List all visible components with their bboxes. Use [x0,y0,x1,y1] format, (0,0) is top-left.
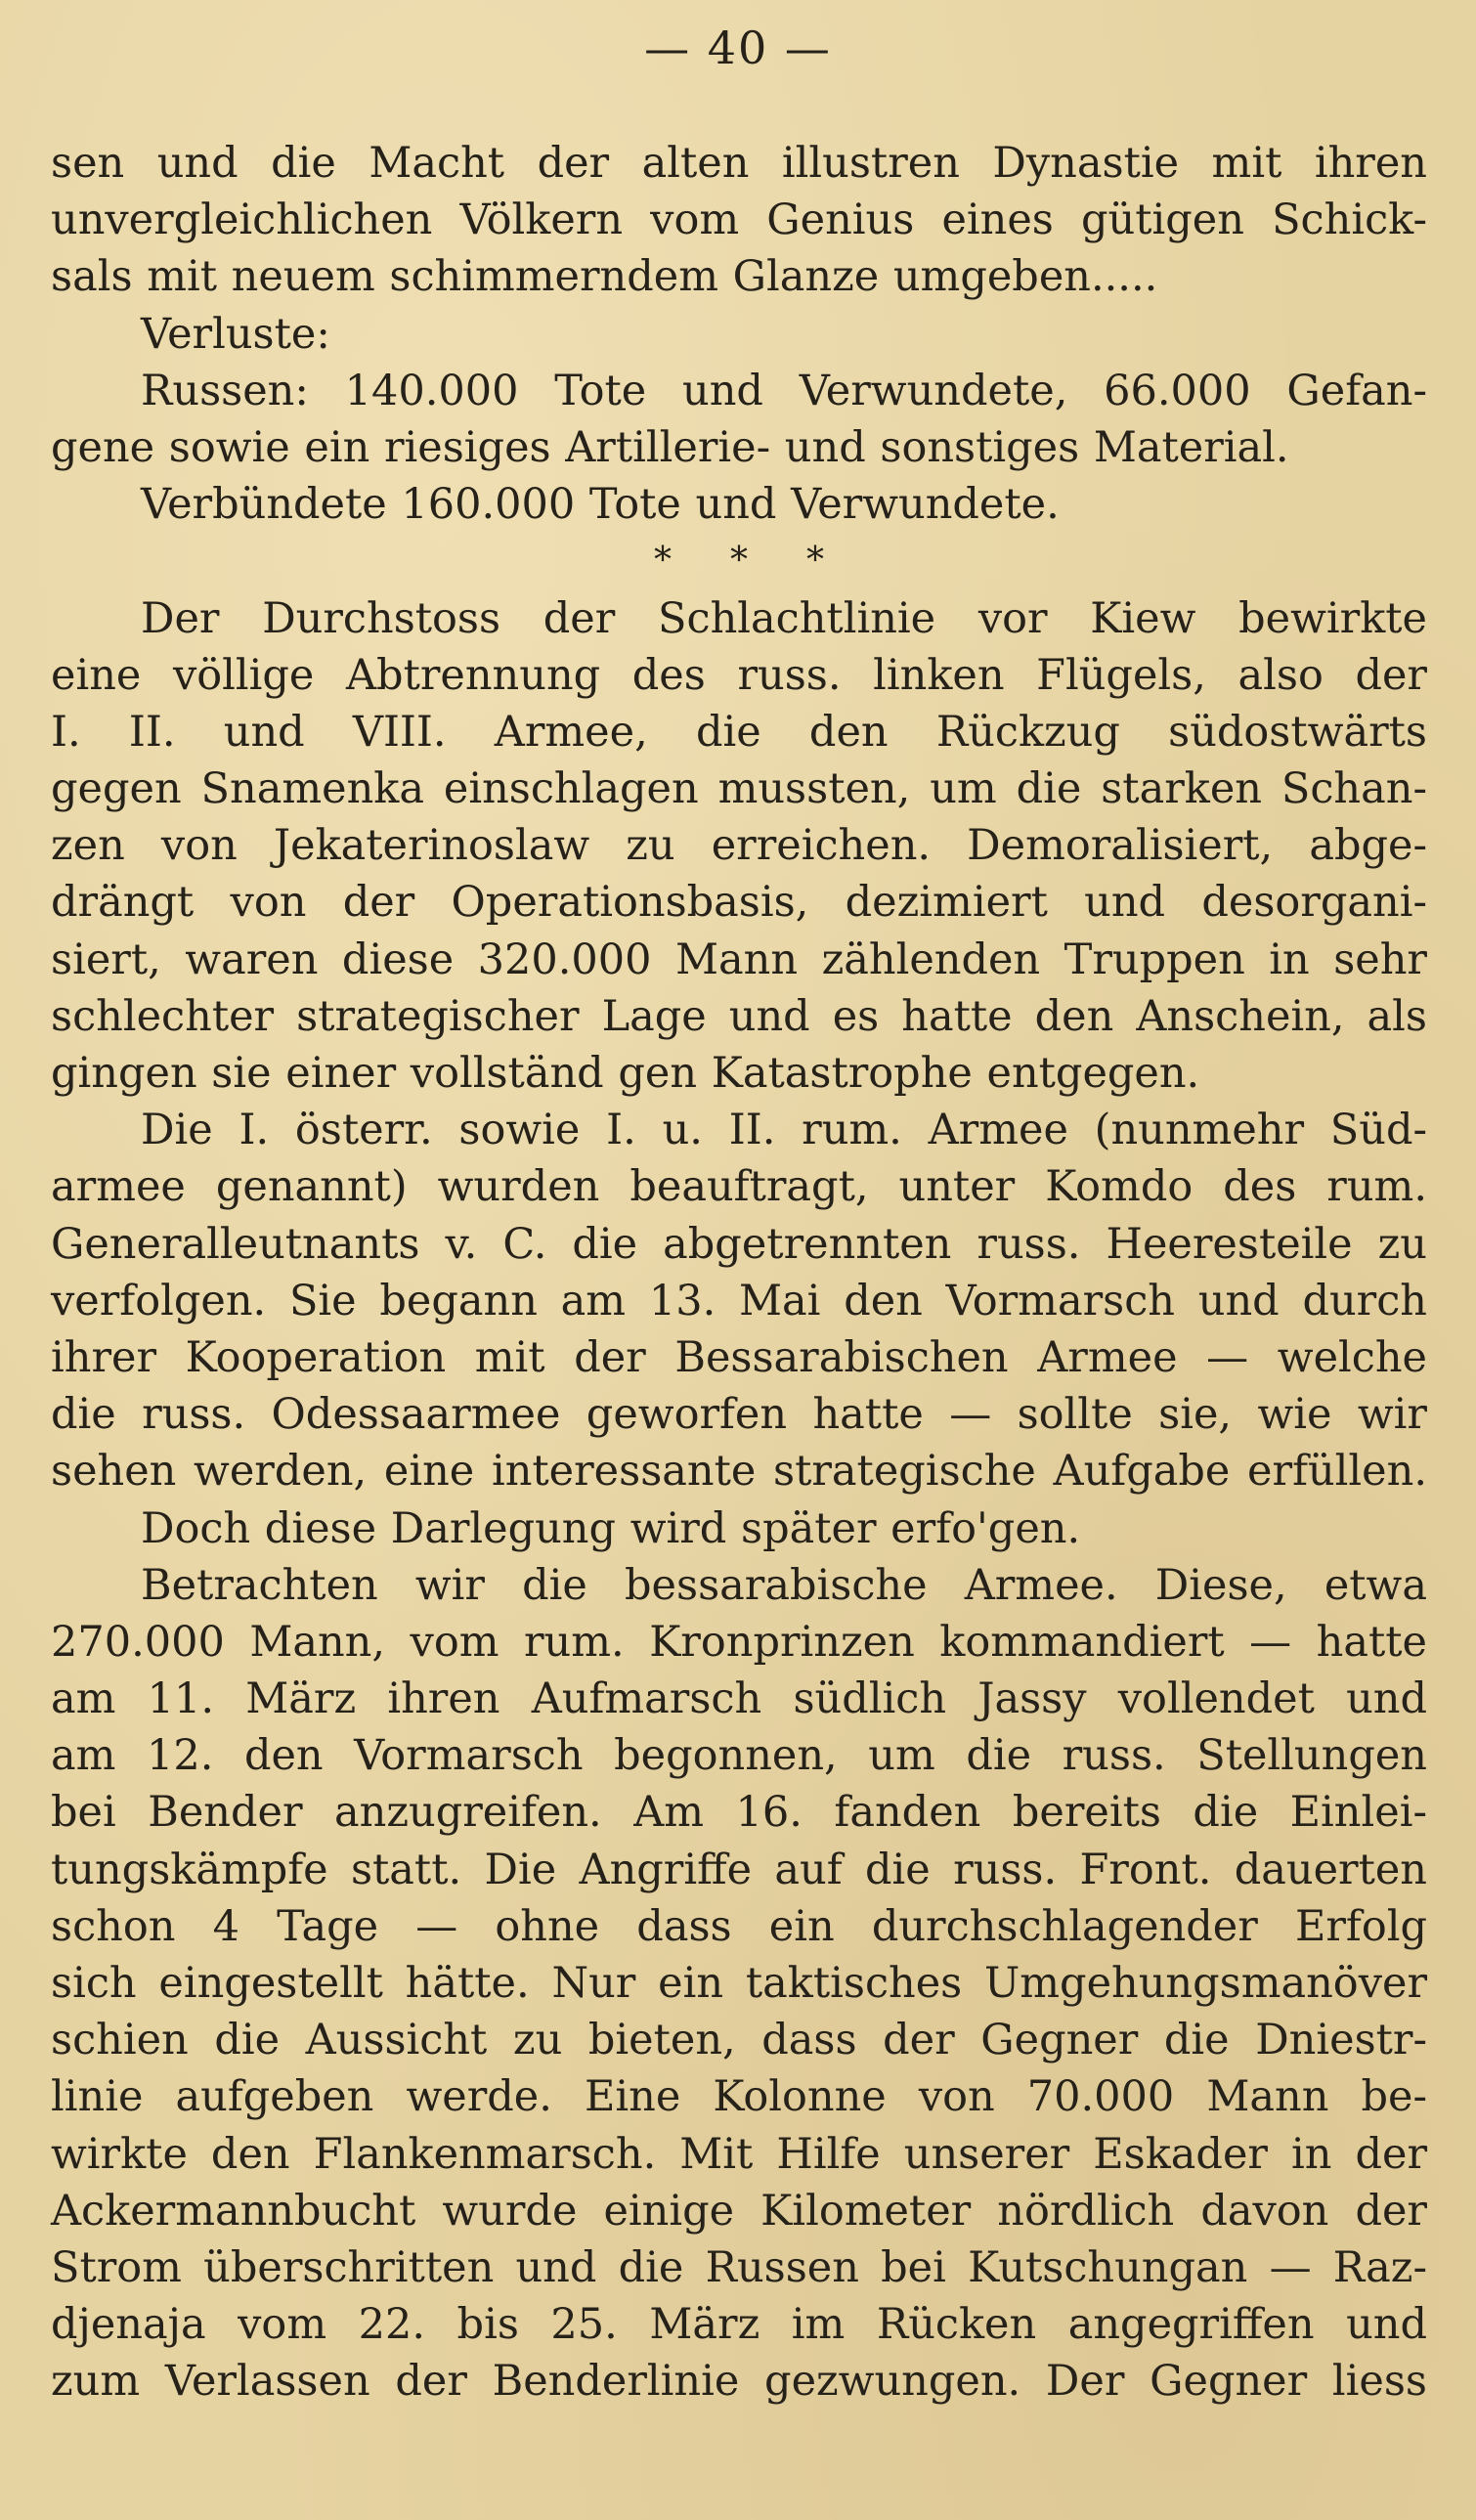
text-line: drängt von der Operationsbasis, dezimiert und desorgani- [51,878,1427,928]
text-line: schien die Aussicht zu bieten, dass der Gegner die Dniestr- [51,2016,1427,2065]
text-line: schon 4 Tage — ohne dass ein durchschlagender Erfolg [51,1901,1427,1951]
text-line: zum Verlassen der Benderlinie gezwungen. Der Gegner liess [51,2357,1427,2407]
text-line: bei Bender anzugreifen. Am 16. fanden bereits die Einlei- [51,1788,1427,1838]
text-line: Betrachten wir die bessarabische Armee. Diese, etwa [141,1560,1427,1610]
text-line: die russ. Odessaarmee geworfen hatte — sollte sie, wie wir [51,1390,1427,1440]
page-number: — 40 — [644,22,832,74]
text-line: sals mit neuem schimmerndem Glanze umgeben..... [51,252,1158,302]
text-line: am 11. März ihren Aufmarsch südlich Jassy vollendet und [51,1674,1427,1724]
text-line: unvergleichlichen Völkern vom Genius eines gütigen Schick- [51,196,1427,245]
text-line: Verluste: [141,309,330,359]
text-line: Die I. österr. sowie I. u. II. rum. Armee (nunmehr Süd- [141,1106,1427,1155]
text-line: 270.000 Mann, vom rum. Kronprinzen kommandiert — hatte [51,1617,1427,1667]
text-line: djenaja vom 22. bis 25. März im Rücken angegriffen und [51,2300,1427,2350]
text-line: eine völlige Abtrennung des russ. linken Flügels, also der [51,650,1427,700]
text-line: linie aufgeben werde. Eine Kolonne von 70.000 Mann be- [51,2072,1427,2122]
text-line: sen und die Macht der alten illustren Dynastie mit ihren [51,139,1427,188]
text-line: Verbündete 160.000 Tote und Verwundete. [141,480,1060,530]
text-line: Doch diese Darlegung wird später erfo'gen. [141,1503,1081,1553]
section-separator: *** [654,541,883,582]
text-line: Generalleutnants v. C. die abgetrennten russ. Heeresteile zu [51,1219,1427,1269]
text-line: wirkte den Flankenmarsch. Mit Hilfe unserer Eskader in der [51,2129,1427,2179]
text-line: gingen sie einer vollständ gen Katastrophe entgegen. [51,1049,1200,1098]
text-line: siert, waren diese 320.000 Mann zählenden Truppen in sehr [51,934,1427,984]
text-line: armee genannt) wurden beauftragt, unter Komdo des rum. [51,1162,1427,1212]
text-line: gegen Snamenka einschlagen mussten, um die starken Schan- [51,764,1427,814]
text-line: Ackermannbucht wurde einige Kilometer nördlich davon der [51,2186,1427,2236]
text-line: sich eingestellt hätte. Nur ein taktisches Umgehungsmanöver [51,1959,1427,2008]
text-line: Russen: 140.000 Tote und Verwundete, 66.000 Gefan- [141,366,1427,415]
text-line: tungskämpfe statt. Die Angriffe auf die russ. Front. dauerten [51,1845,1427,1894]
text-line: sehen werden, eine interessante strategische Aufgabe erfüllen. [51,1447,1427,1497]
text-line: verfolgen. Sie begann am 13. Mai den Vormarsch und durch [51,1276,1427,1325]
text-line: I. II. und VIII. Armee, die den Rückzug südostwärts [51,707,1427,757]
text-line: zen von Jekaterinoslaw zu erreichen. Demoralisiert, abge- [51,821,1427,871]
text-line: Strom überschritten und die Russen bei Kutschungan — Raz- [51,2242,1427,2292]
text-line: ihrer Kooperation mit der Bessarabischen Armee — welche [51,1332,1427,1382]
body-text [51,135,1427,2411]
text-line: gene sowie ein riesiges Artillerie- und sonstiges Material. [51,422,1289,472]
text-line: schlechter strategischer Lage und es hatte den Anschein, als [51,991,1427,1041]
text-line: am 12. den Vormarsch begonnen, um die russ. Stellungen [51,1731,1427,1781]
text-line: Der Durchstoss der Schlachtlinie vor Kiew bewirkte [141,593,1427,643]
